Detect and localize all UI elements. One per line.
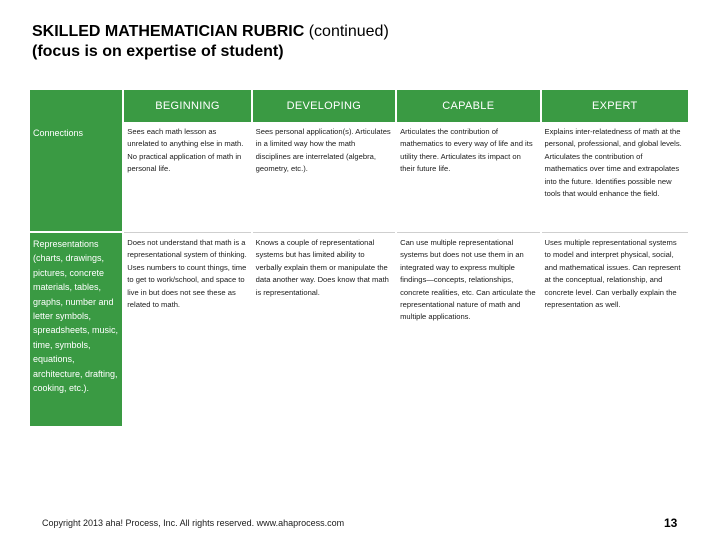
cell-connections-capable: Articulates the contribution of mathematics to every way of life and its utility there. Articulates its impact on their future life. — [397, 122, 539, 233]
header-developing: DEVELOPING — [253, 90, 395, 122]
title-continued: (continued) — [304, 23, 389, 40]
page-number: 13 — [664, 516, 678, 530]
title-subtitle: (focus is on expertise of student) — [32, 43, 284, 60]
table-row — [30, 122, 688, 233]
header-corner — [30, 90, 122, 122]
cell-representations-developing: Knows a couple of representational systems but has limited ability to verbally explain them or manipulate the data another way. Does know that math is representational. — [255, 238, 389, 297]
cell-representations-beginning: Does not understand that math is a representational system of thinking. Uses numbers to count things, time to get to work/school, and space to live in but does not see these as related to math. — [127, 238, 247, 310]
rubric-table — [28, 90, 690, 426]
slide-title — [32, 22, 672, 62]
title-main: SKILLED MATHEMATICIAN RUBRIC — [32, 23, 305, 40]
cell-connections-developing: Sees personal application(s). Articulates in a limited way how the math disciplines are interrelated (algebra, geometry, etc.). — [253, 122, 395, 233]
row-label-connections: Connections — [30, 122, 122, 233]
table-row — [30, 233, 688, 426]
cell-connections-beginning: Sees each math lesson as unrelated to anything else in math. No practical application of math in personal life. — [124, 122, 250, 233]
row-label-representations: Representations (charts, drawings, pictures, concrete materials, tables, graphs, number and letter symbols, spreadsheets, music, time, symbols, equations, architecture, drafting, cooking, etc.). — [30, 233, 122, 426]
header-beginning: BEGINNING — [124, 90, 250, 122]
header-capable: CAPABLE — [397, 90, 539, 122]
copyright-footer: Copyright 2013 aha! Process, Inc. All rights reserved. www.ahaprocess.com — [42, 518, 345, 528]
cell-connections-expert: Explains inter-relatedness of math at the personal, professional, and global levels. Articulates the contribution of mathematics over time and extrapolates into the future. Identifies possible new tools that would enhance the field. — [542, 122, 688, 233]
header-row — [30, 90, 688, 122]
cell-representations-expert: Uses multiple representational systems to model and interpret physical, social, and mathematical issues. Can represent at the conceptual, relationship, and concrete level. Can verbally explain the representation as well. — [544, 238, 681, 310]
header-expert: EXPERT — [542, 90, 688, 122]
cell-representations-capable: Can use multiple representational systems but does not use them in an integrated way to express multiple findings—concepts, relationships, concrete realities, etc. Can articulate the representational nature of math and multiple applications. — [400, 238, 536, 322]
